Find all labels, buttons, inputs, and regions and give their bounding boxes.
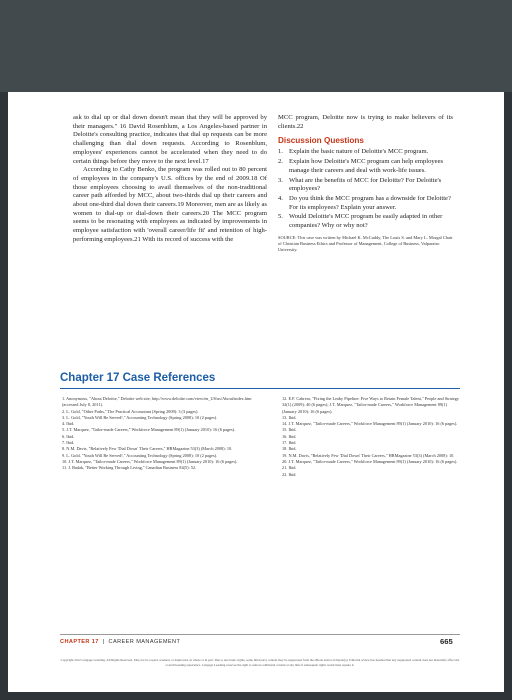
discussion-questions-list (278, 148, 453, 230)
reference-item: 19. N.M. Davis, "Relatively Few 'Dial Down' Their Careers," HRMagazine 53(3) (March 2008): 10. (282, 452, 455, 458)
reference-item: 12. E.F. Cabrera, "Fixing the Leaky Pipeline: Five Ways to Retain Female Talent," People and Strategy 32(1) (2009): 40 (6 pages); J.T. Marquez, "Tailor-made Careers," Workforce Management 89(1) (January 2010): 16 (6 pages). (282, 396, 460, 414)
reference-item: 5. J.T. Marquez, "Tailor-made Careers," Workforce Management 89(1) (January 2010): 16 (6 pages). (62, 427, 236, 433)
question-item: 5. Would Deloitte's MCC program be easily adapted in other companies? Why or why not? (278, 213, 443, 230)
question-item: 4. Do you think the MCC program has a downside for Deloitte? For its employees? Explain your answer. (278, 194, 451, 211)
discussion-questions-heading: Discussion Questions (278, 136, 364, 146)
reference-item: 15. Ibid. (282, 427, 297, 433)
reference-item: 10. J.T. Marquez, "Tailor-made Careers," Workforce Management 89(1) (January 2010): 16 (6 pages). (62, 458, 238, 464)
reference-item: 20. J.T. Marquez, "Tailor-made Careers," Workforce Management 89(1) (January 2010): 16 (6 pages). (282, 458, 458, 464)
footer-divider (60, 634, 460, 635)
heading-divider (60, 388, 460, 389)
references-right-column (282, 396, 462, 478)
references-left-column (62, 396, 262, 472)
reference-item: 13. Ibid. (282, 414, 297, 420)
copyright-notice: Copyright 2012 Cengage Learning. All Rights Reserved. May not be copied, scanned, or duplicated, in whole or in part. Due to electronic rights, some third party content may be suppressed from the eBook and/or eChapter(s). Editorial review has deemed that any suppressed content does not materially affect the overall learning experience. Cengage Learning reserves the right to remove additional content at any time if subsequent rights restrictions require it. (60, 658, 460, 667)
reference-item: 9. L. Gold, "Youth Will Be Served!," Accounting Technology (Spring 2008): 10 (2 pages). (62, 452, 218, 458)
viewer-top-bar (0, 0, 512, 92)
case-references-heading: Chapter 17 Case References (60, 372, 216, 384)
reference-item: 14. J.T. Marquez, "Tailor-made Careers," Workforce Management 89(1) (January 2010): 16 (6 pages). (282, 421, 458, 427)
body-paragraph: According to Cathy Benko, the program was rolled out to 80 percent of employees in the company's U.S. offices by the end of 2009.18 Of those employees choosing to avail themselves of the non-traditional career path afforded by MCC, about two-thirds dial up their careers and about one-third dial down their careers.19 Moreover, men are as likely as women to dial-up or dial-down their careers.20 The MCC program seems to be resonating with employees as indicated by improvements in employee satisfaction with 'overall career/life fit' and retention of high-performing employees.21 With its record of success with the (73, 166, 267, 243)
page-number: 665 (440, 637, 453, 646)
left-text-column (73, 114, 267, 245)
reference-item: 1. Anonymous, "About Deloitte," Deloitte web site, http://www.deloitte.com/view/en_US/us/About/index.htm (accessed July 8, 2011). (62, 396, 252, 408)
footer-separator: | (100, 639, 107, 645)
reference-item: 8. N.M. Davis, "Relatively Few 'Dial Down' Their Careers," HRMagazine 53(3) (March 2008): 10. (62, 446, 233, 452)
reference-item: 2. L. Gold, "Other Paths," The Practical Accountant (Spring 2008): 3 (3 pages). (62, 408, 199, 414)
question-item: 3. What are the benefits of MCC for Deloitte? For Deloitte's employees? (278, 176, 442, 193)
reference-item: 6. Ibid. (62, 433, 75, 439)
reference-item: 17. Ibid. (282, 440, 297, 446)
running-footer (60, 639, 180, 645)
viewer-bottom-edge (0, 692, 512, 700)
reference-item: 21. Ibid. (282, 465, 297, 471)
body-paragraph: MCC program, Deloitte now is trying to make believers of its clients.22 (278, 114, 453, 130)
footer-section: CAREER MANAGEMENT (108, 639, 181, 645)
body-paragraph: ask to dial up or dial down doesn't mean that they will be approved by their managers." 16 David Rosenblum, a Los Angeles-based partner in Deloitte's consulting practice, indicates that dial up requests can be more challenging than dial down requests. According to Rosenblum, employees' experiences cannot be accelerated when they need to do certain things before they move to the next level.17 (73, 114, 267, 165)
question-item: 1. Explain the basic nature of Deloitte's MCC program. (278, 148, 429, 156)
reference-item: 16. Ibid. (282, 433, 297, 439)
reference-item: 22. Ibid. (282, 471, 297, 477)
right-text-column (278, 114, 453, 254)
case-source-note: SOURCE: This case was written by Michael K. McCuddy, The Louis S. and Mary L. Morgal Chair of Christian Business Ethics and Professor of Management, College of Business, Valparaiso University. (278, 234, 453, 253)
footer-chapter: CHAPTER 17 (60, 639, 99, 645)
reference-item: 11. J. Badak, "Better Working Through Living," Canadian Business 84(5): 52. (62, 465, 197, 471)
question-item: 2. Explain how Deloitte's MCC program can help employees manage their careers and deal with work-life issues. (278, 158, 444, 174)
reference-item: 7. Ibid. (62, 440, 75, 446)
reference-item: 18. Ibid. (282, 446, 297, 452)
reference-item: 4. Ibid. (62, 421, 75, 427)
reference-item: 3. L. Gold, "Youth Will Be Served!," Accounting Technology (Spring 2008): 10 (2 pages). (62, 414, 218, 420)
